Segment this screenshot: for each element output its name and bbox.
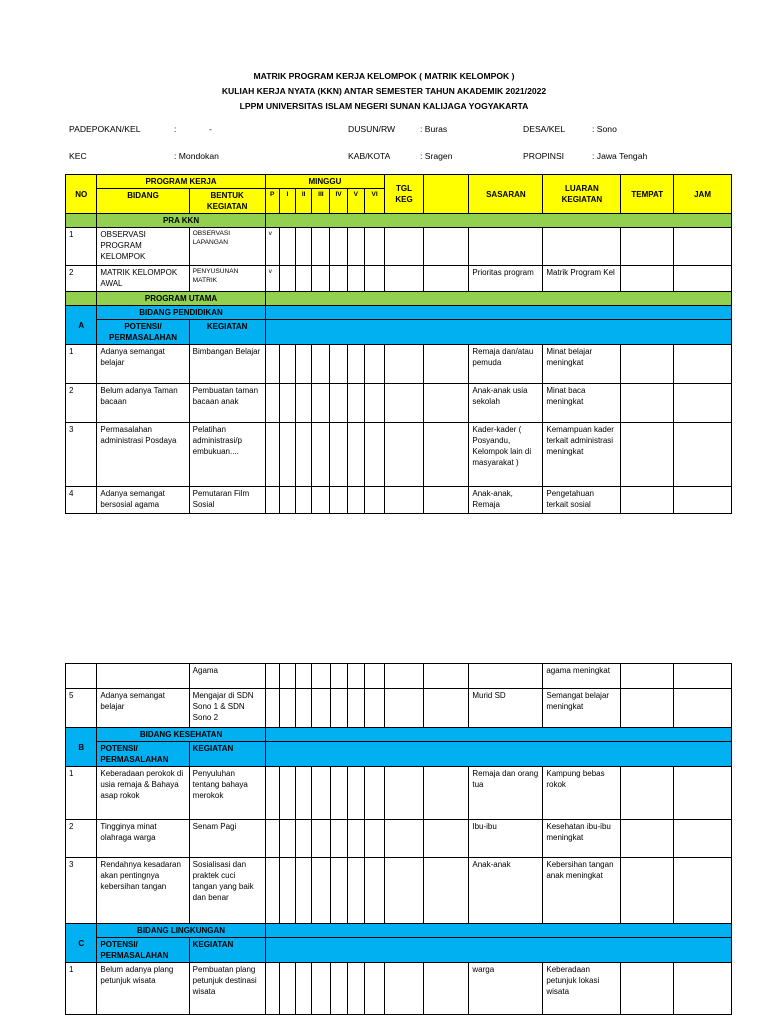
row-no: 3 — [66, 423, 97, 487]
program-table-page-1 — [65, 174, 732, 514]
row-kegiatan: Pembuatan taman bacaan anak — [189, 384, 265, 423]
row-potensi: Tingginya minat olahraga warga — [97, 820, 189, 858]
subheader-potensi: POTENSI/ PERMASALAHAN — [97, 320, 189, 345]
row-potensi: Belum adanya plang petunjuk wisata — [97, 963, 189, 1015]
header-w2: II — [296, 189, 312, 214]
row-sasaran: Anak-anak usia sekolah — [469, 384, 543, 423]
row-bentuk: PENYUSUNAN MATRIK — [189, 266, 265, 292]
title-line-3: LPPM UNIVERSITAS ISLAM NEGERI SUNAN KALIJAGA YOGYAKARTA — [239, 101, 529, 111]
table-row — [66, 487, 732, 514]
header-bentuk: BENTUK KEGIATAN — [189, 189, 265, 214]
section-bidang-lingkungan-label: BIDANG LINGKUNGAN — [97, 924, 265, 938]
row-sasaran: warga — [469, 963, 543, 1015]
row-kegiatan: Pemutaran Film Sosial — [189, 487, 265, 514]
title-line-1: MATRIK PROGRAM KERJA KELOMPOK ( MATRIK KELOMPOK ) — [253, 71, 515, 81]
row-kegiatan: Pembuatan plang petunjuk destinasi wisata — [189, 963, 265, 1015]
section-program-utama — [66, 292, 732, 306]
section-bidang-kesehatan — [66, 728, 732, 742]
row-sasaran: Murid SD — [469, 689, 543, 728]
section-bidang-lingkungan — [66, 924, 732, 938]
row-kegiatan: Mengajar di SDN Sono 1 & SDN Sono 2 — [189, 689, 265, 728]
row-kegiatan: Penyuluhan tentang bahaya merokok — [189, 767, 265, 820]
row-luaran: Minat belajar meningkat — [543, 345, 621, 384]
row-luaran: Kemampuan kader terkait administrasi meningkat — [543, 423, 621, 487]
row-sasaran: Anak-anak, Remaja — [469, 487, 543, 514]
section-a-label: A — [66, 306, 97, 345]
desa-value: : Sono — [592, 124, 617, 134]
table-row — [66, 266, 732, 292]
prov-value: : Jawa Tengah — [592, 151, 648, 161]
table-row — [66, 689, 732, 728]
row-no: 2 — [66, 820, 97, 858]
row-luaran: Matrik Program Kel — [543, 266, 621, 292]
row-no: 2 — [66, 384, 97, 423]
section-program-utama-label: PROGRAM UTAMA — [97, 292, 265, 306]
row-no: 2 — [66, 266, 97, 292]
padepokan-label: PADEPOKAN/KEL — [69, 124, 141, 134]
header-w4: IV — [330, 189, 347, 214]
row-potensi: Adanya semangat belajar — [97, 345, 189, 384]
table-row — [66, 664, 732, 689]
row-sasaran: Kader-kader ( Posyandu, Kelompok lain di masyarakat ) — [469, 423, 543, 487]
section-pra-kkn — [66, 214, 732, 228]
row-kegiatan: Senam Pagi — [189, 820, 265, 858]
row-no: 5 — [66, 689, 97, 728]
row-no: 1 — [66, 963, 97, 1015]
row-potensi: Keberadaan perokok di usia remaja & Bahaya asap rokok — [97, 767, 189, 820]
subheader-kegiatan: KEGIATAN — [189, 742, 265, 767]
prov-label: PROPINSI — [523, 151, 565, 161]
header-tempat: TEMPAT — [621, 175, 674, 214]
row-p: v — [265, 266, 279, 292]
row-luaran: Minat baca meningkat — [543, 384, 621, 423]
row-luaran: Kampung bebas rokok — [543, 767, 621, 820]
table-row — [66, 820, 732, 858]
row-luaran: Kesehatan ibu-ibu meningkat — [543, 820, 621, 858]
table-row — [66, 858, 732, 924]
header-sasaran: SASARAN — [469, 175, 543, 214]
table-row — [66, 767, 732, 820]
subheader-kegiatan: KEGIATAN — [189, 938, 265, 963]
program-table-page-2 — [65, 663, 732, 1015]
header-w3: III — [312, 189, 330, 214]
subheader-kesehatan — [66, 742, 732, 767]
header-bidang: BIDANG — [97, 189, 189, 214]
header-empty — [423, 175, 469, 214]
table-row — [66, 423, 732, 487]
section-b-label: B — [66, 728, 97, 767]
header-minggu: MINGGU — [265, 175, 385, 189]
subheader-pendidikan — [66, 320, 732, 345]
subheader-kegiatan: KEGIATAN — [189, 320, 265, 345]
title-line-2: KULIAH KERJA NYATA (KKN) ANTAR SEMESTER TAHUN AKADEMIK 2021/2022 — [221, 86, 547, 96]
dusun-value: : Buras — [420, 124, 448, 134]
row-bentuk: OBSERVASI LAPANGAN — [189, 228, 265, 266]
section-c-label: C — [66, 924, 97, 963]
row-no: 1 — [66, 345, 97, 384]
row-sasaran: Ibu-ibu — [469, 820, 543, 858]
padepokan-value: - — [209, 124, 212, 134]
row-no: 1 — [66, 767, 97, 820]
row-bidang: OBSERVASI PROGRAM KELOMPOK — [97, 228, 189, 266]
header-program-kerja: PROGRAM KERJA — [97, 175, 265, 189]
table-row — [66, 384, 732, 423]
subheader-lingkungan — [66, 938, 732, 963]
section-pra-kkn-label: PRA KKN — [97, 214, 265, 228]
section-bidang-kesehatan-label: BIDANG KESEHATAN — [97, 728, 265, 742]
document-title — [0, 69, 768, 114]
row-no: 4 — [66, 487, 97, 514]
row-sasaran: Anak-anak — [469, 858, 543, 924]
row-kegiatan: Sosialisasi dan praktek cuci tangan yang baik dan benar — [189, 858, 265, 924]
row-luaran: Pengetahuan terkait sosial — [543, 487, 621, 514]
header-tgl: TGL KEG — [385, 175, 424, 214]
dusun-label: DUSUN/RW — [348, 124, 396, 134]
kab-label: KAB/KOTA — [348, 151, 391, 161]
row-p: v — [265, 228, 279, 266]
row-luaran — [543, 228, 621, 266]
kec-value: : Mondokan — [174, 151, 219, 161]
row-no: 3 — [66, 858, 97, 924]
row-luaran: agama meningkat — [543, 664, 621, 689]
header-jam: JAM — [674, 175, 732, 214]
row-kegiatan: Agama — [189, 664, 265, 689]
row-sasaran — [469, 228, 543, 266]
header-no: NO — [66, 175, 97, 214]
row-bidang: MATRIK KELOMPOK AWAL — [97, 266, 189, 292]
header-w5: V — [347, 189, 364, 214]
padepokan-colon: : — [174, 124, 177, 134]
subheader-potensi: POTENSI/ PERMASALAHAN — [97, 742, 189, 767]
row-luaran: Kebersihan tangan anak meningkat — [543, 858, 621, 924]
row-sasaran: Remaja dan/atau pemuda — [469, 345, 543, 384]
header-luaran: LUARAN KEGIATAN — [543, 175, 621, 214]
row-no: 1 — [66, 228, 97, 266]
header-p: P — [265, 189, 279, 214]
desa-label: DESA/KEL — [523, 124, 566, 134]
header-row-1 — [66, 175, 732, 189]
kec-label: KEC — [69, 151, 87, 161]
table-row — [66, 228, 732, 266]
row-potensi: Adanya semangat belajar — [97, 689, 189, 728]
subheader-potensi: POTENSI/ PERMASALAHAN — [97, 938, 189, 963]
table-row — [66, 963, 732, 1015]
kab-value: : Sragen — [420, 151, 453, 161]
row-kegiatan: Bimbangan Belajar — [189, 345, 265, 384]
table-row — [66, 345, 732, 384]
row-luaran: Semangat belajar meningkat — [543, 689, 621, 728]
row-sasaran: Prioritas program — [469, 266, 543, 292]
row-potensi: Permasalahan administrasi Posdaya — [97, 423, 189, 487]
section-bidang-pendidikan-label: BIDANG PENDIDIKAN — [97, 306, 265, 320]
header-w1: I — [279, 189, 295, 214]
row-luaran: Keberadaan petunjuk lokasi wisata — [543, 963, 621, 1015]
section-bidang-pendidikan — [66, 306, 732, 320]
row-sasaran: Remaja dan orang tua — [469, 767, 543, 820]
row-kegiatan: Pelatihan administrasi/p embukuan.... — [189, 423, 265, 487]
header-w6: VI — [364, 189, 384, 214]
row-potensi: Rendahnya kesadaran akan pentingnya kebersihan tangan — [97, 858, 189, 924]
row-potensi: Adanya semangat bersosial agama — [97, 487, 189, 514]
row-potensi: Belum adanya Taman bacaan — [97, 384, 189, 423]
